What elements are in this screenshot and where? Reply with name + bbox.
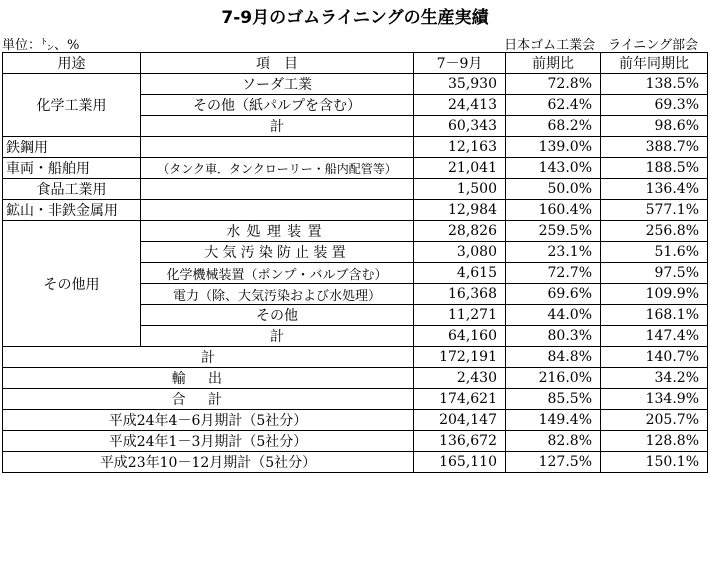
value-cell: 16,368 — [414, 284, 506, 305]
group-steel: 鉄鋼用 — [3, 137, 141, 158]
prior-period-label: 平成23年10－12月期計（5社分） — [3, 452, 414, 473]
item-cell — [141, 137, 414, 158]
yoy-cell: 138.5% — [601, 74, 708, 95]
qoq-cell: 143.0% — [506, 158, 601, 179]
value-cell: 11,271 — [414, 305, 506, 326]
total-row — [3, 431, 708, 452]
yoy-cell: 97.5% — [601, 263, 708, 284]
value-cell: 2,430 — [414, 368, 506, 389]
item-cell: （タンク車．タンクローリー・船内配管等） — [141, 158, 414, 179]
item-cell — [141, 179, 414, 200]
group-mining: 鉱山・非鉄金属用 — [3, 200, 141, 221]
value-cell: 28,826 — [414, 221, 506, 242]
page-title: 7-9月のゴムライニングの生産実績 — [221, 8, 489, 28]
yoy-cell: 134.9% — [601, 389, 708, 410]
group-chemical: 化学工業用 — [3, 74, 141, 137]
yoy-cell: 98.6% — [601, 116, 708, 137]
qoq-cell: 80.3% — [506, 326, 601, 347]
yoy-cell: 256.8% — [601, 221, 708, 242]
qoq-cell: 69.6% — [506, 284, 601, 305]
header-usage: 用途 — [3, 53, 141, 74]
table-row — [3, 221, 708, 242]
table-row — [3, 200, 708, 221]
total-row — [3, 347, 708, 368]
qoq-cell: 44.0% — [506, 305, 601, 326]
total-row — [3, 368, 708, 389]
header-qoq: 前期比 — [506, 53, 601, 74]
qoq-cell: 139.0% — [506, 137, 601, 158]
qoq-cell: 160.4% — [506, 200, 601, 221]
qoq-cell: 82.8% — [506, 431, 601, 452]
value-cell: 12,984 — [414, 200, 506, 221]
value-cell: 21,041 — [414, 158, 506, 179]
value-cell: 64,160 — [414, 326, 506, 347]
value-cell: 172,191 — [414, 347, 506, 368]
total-row — [3, 410, 708, 431]
yoy-cell: 147.4% — [601, 326, 708, 347]
table-row — [3, 74, 708, 95]
qoq-cell: 72.8% — [506, 74, 601, 95]
group-other: その他用 — [3, 221, 141, 347]
qoq-cell: 62.4% — [506, 95, 601, 116]
yoy-cell: 388.7% — [601, 137, 708, 158]
item-cell: 水処理装置 — [141, 221, 414, 242]
yoy-cell: 128.8% — [601, 431, 708, 452]
item-cell: 電力（除、大気汚染および水処理） — [141, 284, 414, 305]
total-row — [3, 389, 708, 410]
item-cell: 計 — [141, 326, 414, 347]
qoq-cell: 85.5% — [506, 389, 601, 410]
value-cell: 174,621 — [414, 389, 506, 410]
yoy-cell: 109.9% — [601, 284, 708, 305]
production-table — [2, 52, 708, 473]
value-cell: 3,080 — [414, 242, 506, 263]
header-yoy: 前年同期比 — [601, 53, 708, 74]
yoy-cell: 188.5% — [601, 158, 708, 179]
header-period: 7－9月 — [414, 53, 506, 74]
item-cell — [141, 200, 414, 221]
export-label: 輸出 — [3, 368, 414, 389]
yoy-cell: 140.7% — [601, 347, 708, 368]
yoy-cell: 34.2% — [601, 368, 708, 389]
qoq-cell: 68.2% — [506, 116, 601, 137]
value-cell: 204,147 — [414, 410, 506, 431]
header-item: 項 目 — [141, 53, 414, 74]
yoy-cell: 205.7% — [601, 410, 708, 431]
grand-total-label: 合計 — [3, 389, 414, 410]
total-label: 計 — [3, 347, 414, 368]
yoy-cell: 150.1% — [601, 452, 708, 473]
group-food: 食品工業用 — [3, 179, 141, 200]
qoq-cell: 84.8% — [506, 347, 601, 368]
qoq-cell: 259.5% — [506, 221, 601, 242]
table-row — [3, 137, 708, 158]
table-row — [3, 158, 708, 179]
qoq-cell: 127.5% — [506, 452, 601, 473]
yoy-cell: 136.4% — [601, 179, 708, 200]
yoy-cell: 51.6% — [601, 242, 708, 263]
item-cell: 化学機械装置（ポンプ・バルブ含む） — [141, 263, 414, 284]
source-label: 日本ゴム工業会 ライニング部会 — [504, 38, 698, 53]
qoq-cell: 149.4% — [506, 410, 601, 431]
prior-period-label: 平成24年1－3月期計（5社分） — [3, 431, 414, 452]
qoq-cell: 23.1% — [506, 242, 601, 263]
prior-period-label: 平成24年4－6月期計（5社分） — [3, 410, 414, 431]
value-cell: 4,615 — [414, 263, 506, 284]
value-cell: 136,672 — [414, 431, 506, 452]
value-cell: 1,500 — [414, 179, 506, 200]
header-row — [3, 53, 708, 74]
item-cell: 大気汚染防止装置 — [141, 242, 414, 263]
unit-label: 単位：㌧、% — [2, 38, 80, 53]
qoq-cell: 216.0% — [506, 368, 601, 389]
item-cell: ソーダ工業 — [141, 74, 414, 95]
value-cell: 60,343 — [414, 116, 506, 137]
value-cell: 24,413 — [414, 95, 506, 116]
qoq-cell: 50.0% — [506, 179, 601, 200]
value-cell: 12,163 — [414, 137, 506, 158]
qoq-cell: 72.7% — [506, 263, 601, 284]
item-cell: 計 — [141, 116, 414, 137]
value-cell: 165,110 — [414, 452, 506, 473]
yoy-cell: 168.1% — [601, 305, 708, 326]
item-cell: その他（紙パルプを含む） — [141, 95, 414, 116]
group-vehicle: 車両・船舶用 — [3, 158, 141, 179]
yoy-cell: 577.1% — [601, 200, 708, 221]
value-cell: 35,930 — [414, 74, 506, 95]
total-row — [3, 452, 708, 473]
table-row — [3, 179, 708, 200]
item-cell: その他 — [141, 305, 414, 326]
yoy-cell: 69.3% — [601, 95, 708, 116]
